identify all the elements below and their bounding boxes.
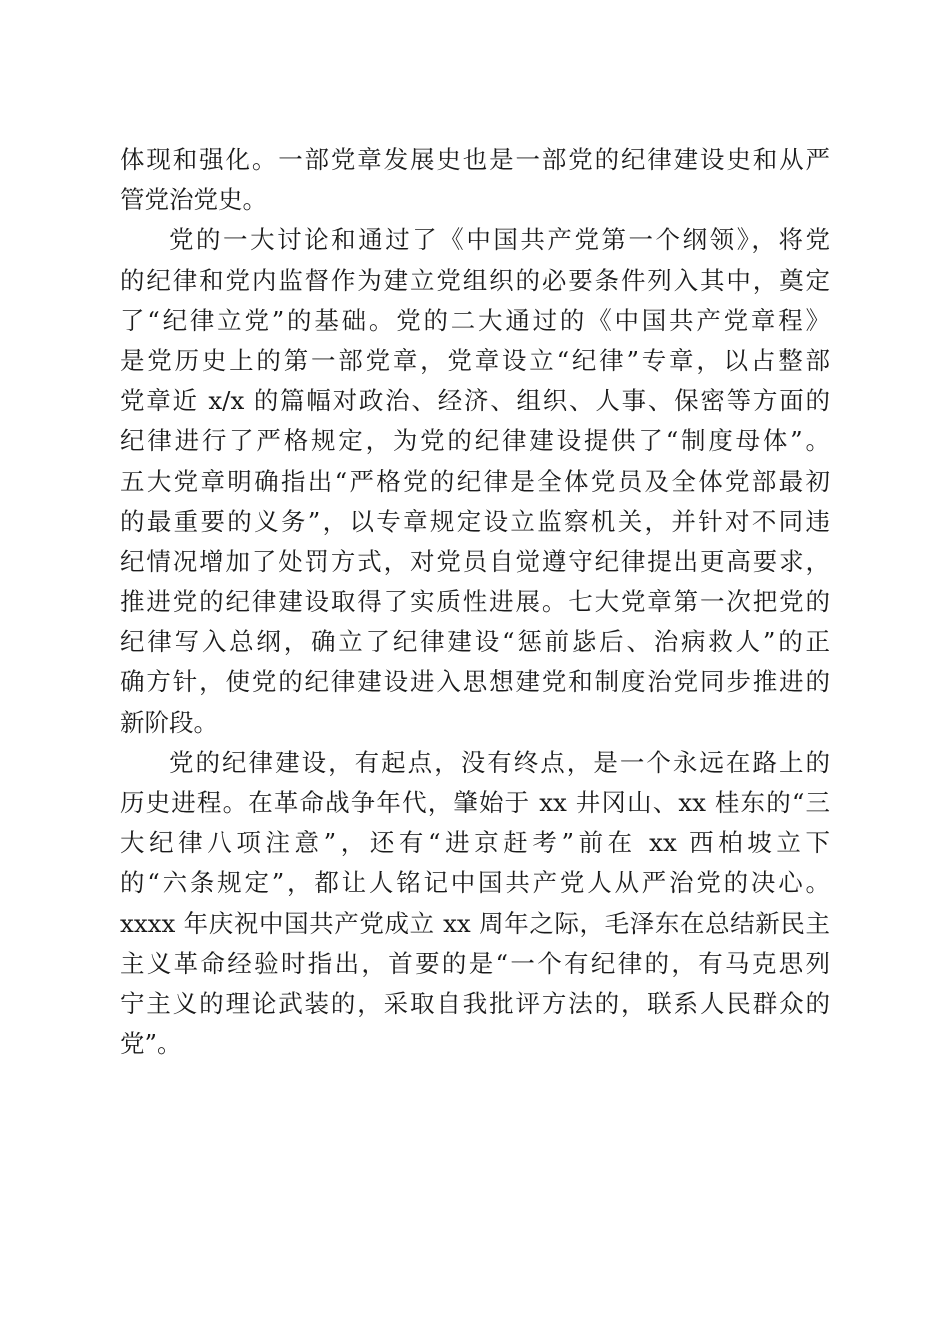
text-line: 党章近 x/x 的篇幅对政治、经济、组织、人事、保密等方面的 xyxy=(120,386,830,416)
paragraph-1 xyxy=(120,140,830,220)
text-line: 主义革命经验时指出，首要的是“一个有纪律的，有马克思列 xyxy=(120,948,830,978)
text-line: 体现和强化。一部党章发展史也是一部党的纪律建设史和从严 xyxy=(120,145,830,174)
paragraph-3 xyxy=(120,743,830,1065)
text-line: xxxx 年庆祝中国共产党成立 xx 周年之际，毛泽东在总结新民主 xyxy=(120,908,830,938)
text-line: 纪情况增加了处罚方式，对党员自觉遵守纪律提出更高要求， xyxy=(120,546,830,576)
text-line: 的“六条规定”，都让人铭记中国共产党人从严治党的决心。 xyxy=(120,868,830,898)
text-line: 宁主义的理论武装的，采取自我批评方法的，联系人民群众的 xyxy=(120,988,830,1018)
text-line: 的最重要的义务”，以专章规定设立监察机关，并针对不同违 xyxy=(120,506,830,536)
text-line: 的纪律和党内监督作为建立党组织的必要条件列入其中，奠定 xyxy=(120,265,830,295)
document-body xyxy=(120,140,830,1064)
text-line: 历史进程。在革命战争年代，肇始于 xx 井冈山、xx 桂东的“三 xyxy=(120,788,830,817)
text-line: 确方针，使党的纪律建设进入思想建党和制度治党同步推进的 xyxy=(120,667,830,697)
text-line: 纪律写入总纲，确立了纪律建设“惩前毖后、治病救人”的正 xyxy=(120,627,830,657)
text-line: 推进党的纪律建设取得了实质性进展。七大党章第一次把党的 xyxy=(120,587,830,617)
text-line: 新阶段。 xyxy=(120,707,218,737)
text-line: 管党治党史。 xyxy=(120,185,267,215)
text-line: 纪律进行了严格规定，为党的纪律建设提供了“制度母体”。 xyxy=(120,426,830,456)
text-line: 五大党章明确指出“严格党的纪律是全体党员及全体党部最初 xyxy=(120,466,830,496)
text-line: 了“纪律立党”的基础。党的二大通过的《中国共产党章程》 xyxy=(120,305,830,335)
paragraph-2 xyxy=(120,220,830,742)
text-line: 党的纪律建设，有起点，没有终点，是一个永远在路上的 xyxy=(169,747,830,777)
text-line: 党的一大讨论和通过了《中国共产党第一个纲领》，将党 xyxy=(169,225,830,255)
text-line: 是党历史上的第一部党章，党章设立“纪律”专章，以占整部 xyxy=(120,345,830,375)
text-line: 大纪律八项注意”，还有“进京赶考”前在 xx 西柏坡立下 xyxy=(120,828,830,858)
text-line: 党”。 xyxy=(120,1029,182,1059)
